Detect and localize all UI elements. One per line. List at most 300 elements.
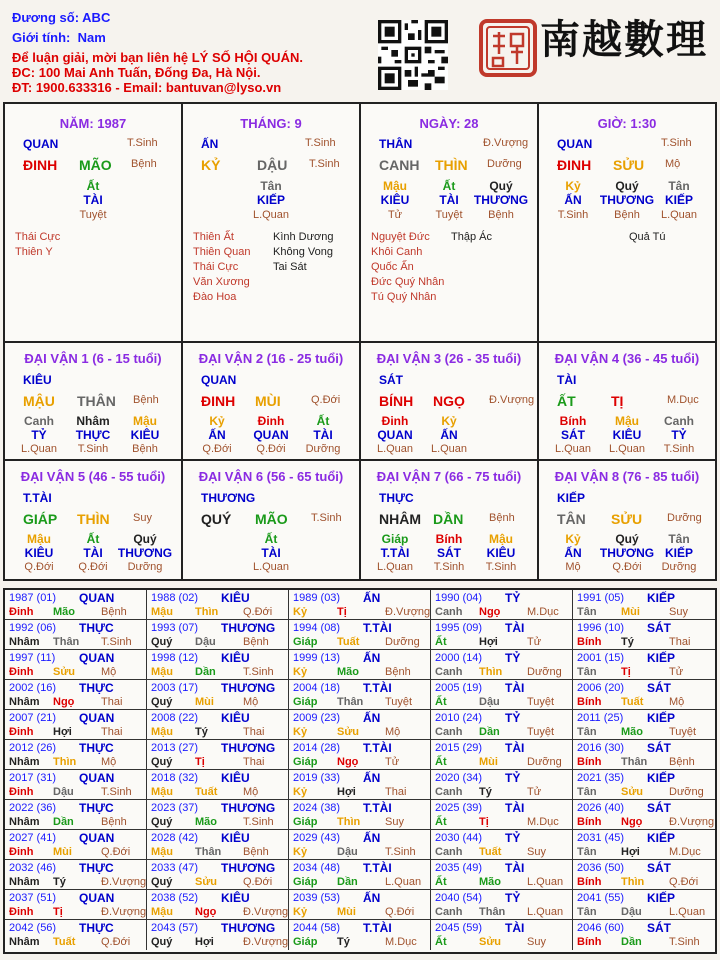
year-rel: Thai (669, 636, 691, 648)
year-star: TỶ (505, 591, 521, 605)
year-rel: Mộ (243, 696, 259, 708)
year-label: 2027 (41) (9, 832, 57, 844)
hidden-stem: Canh (664, 414, 694, 428)
address: ĐC: 100 Mai Anh Tuấn, Đống Đa, Hà Nội. (12, 65, 261, 80)
dai-van-star: KIẾP (557, 491, 586, 505)
year-label: 1990 (04) (435, 592, 483, 604)
hidden-rel: Bệnh (614, 209, 640, 221)
year-star: ẤN (363, 891, 381, 905)
dai-van-rel: Bệnh (489, 512, 515, 524)
hidden-star: TÀI (313, 428, 333, 442)
hidden-stem: Quý (615, 532, 639, 546)
year-star: THỰC (79, 741, 114, 755)
year-stem: Canh (435, 606, 463, 618)
year-stem: Ất (435, 756, 447, 768)
hidden-stem: Ất (442, 179, 456, 193)
dai-van-branch: SỬU (611, 511, 643, 527)
year-cell (289, 740, 431, 770)
year-branch: Sửu (479, 936, 502, 948)
inauspicious-star: Không Vong (273, 246, 333, 258)
phone-email: ĐT: 1900.633316 - Email: bantuvan@lyso.vn (12, 80, 282, 95)
year-label: 1997 (11) (9, 652, 56, 664)
year-stem: Nhâm (9, 936, 40, 948)
year-label: 2038 (52) (151, 892, 199, 904)
year-rel: Đ.Vượng (243, 906, 289, 918)
year-cell (431, 590, 573, 620)
dai-van-branch: THÂN (77, 393, 116, 409)
year-star: TÀI (505, 621, 525, 635)
year-stem: Quý (151, 756, 173, 768)
hidden-star: KIÊU (612, 428, 642, 442)
year-branch: Mùi (337, 906, 356, 918)
year-cell (147, 620, 289, 650)
year-star: KIẾP (647, 711, 676, 725)
year-rel: M.Dục (527, 816, 559, 828)
hidden-rel: Bệnh (488, 209, 514, 221)
hidden-rel: Tuyệt (435, 209, 463, 221)
year-branch: Dần (195, 666, 216, 678)
year-label: 2023 (37) (151, 802, 199, 814)
year-cell (573, 860, 715, 890)
year-star: ẤN (363, 831, 381, 845)
year-label: 2016 (30) (577, 742, 625, 754)
bazi-chart (3, 102, 717, 581)
year-label: 2030 (44) (435, 832, 483, 844)
year-stem: Tân (577, 666, 597, 678)
year-label: 2010 (24) (435, 712, 483, 724)
year-branch: Hợi (621, 846, 640, 858)
auspicious-star: Thiên Y (15, 246, 53, 258)
year-branch: Thìn (195, 606, 219, 618)
year-branch: Dần (53, 816, 74, 828)
year-cell (431, 620, 573, 650)
hidden-stem: Mậu (383, 179, 407, 193)
year-stem: Đinh (9, 846, 34, 858)
year-rel: T.Sinh (243, 666, 274, 678)
year-rel: Tử (527, 636, 542, 648)
year-branch: Ngọ (479, 606, 501, 618)
auspicious-star: Tú Quý Nhân (371, 291, 437, 303)
year-label: 1991 (05) (577, 592, 625, 604)
hidden-rel: Dưỡng (127, 561, 163, 573)
year-branch: Dần (621, 936, 642, 948)
pillar-stem-rel: Đ.Vượng (483, 137, 529, 149)
year-cell (431, 710, 573, 740)
hidden-rel: Q.Đới (612, 561, 642, 573)
year-label: 1989 (03) (293, 592, 341, 604)
year-label: 2045 (59) (435, 922, 483, 934)
year-branch: Mão (479, 876, 501, 888)
year-branch: Thân (479, 906, 506, 918)
year-rel: Tử (385, 756, 400, 768)
year-branch: Tuất (195, 786, 218, 798)
hidden-stem: Bính (435, 532, 463, 546)
year-branch: Dậu (479, 696, 500, 708)
year-rel: Suy (385, 816, 404, 828)
year-cell (289, 650, 431, 680)
inauspicious-star: Tai Sát (273, 261, 307, 273)
dai-van-cell (361, 343, 537, 459)
pillar-cell (5, 104, 181, 341)
year-branch: Mão (53, 606, 75, 618)
hidden-stem: Kỷ (441, 414, 457, 428)
year-cell (5, 590, 147, 620)
year-star: KIẾP (647, 591, 676, 605)
year-stem: Kỷ (293, 846, 308, 858)
year-star: QUAN (79, 591, 115, 605)
hidden-stem: Tân (668, 532, 690, 546)
hidden-star: QUAN (377, 428, 413, 442)
year-rel: Mộ (243, 786, 259, 798)
year-stem: Nhâm (9, 756, 40, 768)
year-rel: L.Quan (385, 876, 422, 888)
year-label: 1996 (10) (577, 622, 625, 634)
year-branch: Tý (479, 786, 492, 798)
hidden-stem: Mậu (489, 532, 513, 546)
dai-van-star: SÁT (379, 373, 403, 387)
year-star: TỶ (505, 771, 521, 785)
year-star: TÀI (505, 741, 525, 755)
dai-van-stem: TÂN (557, 511, 586, 527)
hidden-stem: Quý (615, 179, 639, 193)
year-branch: Thân (195, 846, 222, 858)
year-rel: T.Sinh (243, 816, 274, 828)
auspicious-star: Đào Hoa (193, 291, 237, 303)
auspicious-star: Nguyệt Đức (371, 231, 430, 243)
year-stem: Kỷ (293, 906, 308, 918)
hidden-rel: Q.Đới (24, 561, 54, 573)
hidden-rel: Bệnh (132, 443, 158, 455)
hidden-star: TÀI (83, 193, 103, 207)
year-label: 2013 (27) (151, 742, 199, 754)
year-cell (431, 800, 573, 830)
hidden-rel: T.Sinh (485, 561, 517, 573)
year-star: ẤN (363, 711, 381, 725)
year-branch: Hợi (53, 726, 72, 738)
year-cell (5, 920, 147, 950)
year-rel: Suy (527, 936, 546, 948)
year-cell (431, 680, 573, 710)
year-stem: Giáp (293, 816, 318, 828)
pillar-branch: DẬU (257, 157, 288, 173)
year-branch: Dậu (621, 906, 642, 918)
pillar-star: ẤN (201, 137, 219, 151)
dai-van-rel: M.Dục (667, 394, 699, 406)
qr-code-icon (378, 20, 448, 90)
year-rel: Q.Đới (385, 906, 415, 918)
year-star: TỶ (505, 651, 521, 665)
year-label: 2022 (36) (9, 802, 57, 814)
year-stem: Canh (435, 906, 463, 918)
year-cell (573, 890, 715, 920)
dai-van-stem: NHÂM (379, 511, 421, 527)
year-label: 2018 (32) (151, 772, 199, 784)
pillar-star: QUAN (557, 137, 593, 151)
red-seal-icon (478, 18, 538, 78)
year-label: 2005 (19) (435, 682, 483, 694)
dai-van-rel: Q.Đới (311, 394, 341, 406)
year-label: 2028 (42) (151, 832, 199, 844)
dai-van-branch: MÃO (255, 511, 288, 527)
year-rel: Q.Đới (243, 606, 273, 618)
year-star: KIÊU (221, 711, 250, 725)
year-label: 1994 (08) (293, 622, 341, 634)
year-star: T.TÀI (363, 621, 392, 635)
year-cell (289, 800, 431, 830)
year-branch: Ngọ (195, 906, 217, 918)
year-branch: Thân (53, 636, 80, 648)
year-branch: Dần (479, 726, 500, 738)
year-label: 2021 (35) (577, 772, 625, 784)
year-star: ẤN (363, 771, 381, 785)
year-stem: Tân (577, 906, 597, 918)
year-label: 1987 (01) (9, 592, 57, 604)
year-star: KIẾP (647, 891, 676, 905)
dai-van-branch: NGỌ (433, 393, 465, 409)
year-rel: Tuyệt (527, 696, 555, 708)
pillar-cell (361, 104, 537, 341)
year-star: T.TÀI (363, 681, 392, 695)
year-cell (5, 650, 147, 680)
gender-label: Giới tính: (12, 30, 71, 45)
year-rel: Bệnh (101, 816, 127, 828)
year-rel: L.Quan (669, 906, 706, 918)
year-cell (289, 770, 431, 800)
year-label: 2026 (40) (577, 802, 625, 814)
year-label: 2032 (46) (9, 862, 57, 874)
year-branch: Mùi (53, 846, 72, 858)
year-star: TÀI (505, 801, 525, 815)
year-cell (5, 740, 147, 770)
year-star: T.TÀI (363, 741, 392, 755)
year-stem: Mậu (151, 786, 173, 798)
year-cell (147, 680, 289, 710)
year-cell (5, 830, 147, 860)
year-rel: T.Sinh (385, 846, 416, 858)
year-stem: Nhâm (9, 696, 40, 708)
year-label: 2006 (20) (577, 682, 625, 694)
hidden-star: TÀI (439, 193, 459, 207)
year-branch: Tuất (621, 696, 644, 708)
year-stem: Đinh (9, 726, 34, 738)
hidden-star: THƯƠNG (117, 546, 173, 560)
year-label: 2004 (18) (293, 682, 341, 694)
hidden-stem: Kỷ (209, 414, 225, 428)
pillar-title: NGÀY: 28 (419, 116, 479, 131)
dai-van-branch: THÌN (77, 511, 110, 527)
year-rel: Dưỡng (527, 756, 562, 768)
hidden-star: ẤN (208, 428, 226, 442)
dai-van-rel: Bệnh (133, 394, 159, 406)
year-star: THƯƠNG (221, 801, 276, 815)
year-cell (573, 590, 715, 620)
year-star: KIÊU (221, 831, 250, 845)
year-rel: L.Quan (527, 906, 564, 918)
dai-van-title: ĐẠI VẬN 3 (26 - 35 tuổi) (376, 351, 522, 366)
year-rel: Đ.Vượng (669, 816, 715, 828)
year-branch: Mùi (195, 696, 214, 708)
year-stem: Bính (577, 636, 602, 648)
year-cell (431, 740, 573, 770)
hidden-star: KIẾP (664, 193, 693, 207)
hidden-rel: L.Quan (608, 443, 646, 455)
dai-van-title: ĐẠI VẬN 2 (16 - 25 tuổi) (198, 351, 344, 366)
hidden-stem: Canh (24, 414, 54, 428)
year-label: 2009 (23) (293, 712, 341, 724)
pillar-cell (539, 104, 715, 341)
hidden-rel: T.Sinh (433, 561, 465, 573)
year-stem: Tân (577, 786, 597, 798)
auspicious-star: Đức Quý Nhân (371, 276, 445, 288)
hidden-stem: Nhâm (76, 414, 110, 428)
year-label: 2017 (31) (9, 772, 57, 784)
year-stem: Mậu (151, 606, 173, 618)
year-rel: Thai (385, 786, 407, 798)
year-star: THỰC (79, 681, 114, 695)
year-label: 2043 (57) (151, 922, 199, 934)
dai-van-cell (5, 461, 181, 577)
year-star: SÁT (647, 921, 671, 935)
year-stem: Kỷ (293, 726, 308, 738)
dai-van-cell (183, 343, 359, 459)
inauspicious-star: Thập Ác (451, 231, 492, 243)
year-rel: Bệnh (669, 756, 695, 768)
year-star: T.TÀI (363, 861, 392, 875)
year-branch: Sửu (621, 786, 644, 798)
year-star: KIẾP (647, 831, 676, 845)
year-branch: Thìn (53, 756, 77, 768)
year-branch: Tuất (337, 636, 360, 648)
year-star: KIẾP (647, 651, 676, 665)
year-branch: Tuất (479, 846, 502, 858)
year-cell (431, 920, 573, 950)
dai-van-star: KIÊU (23, 373, 52, 387)
year-cell (289, 710, 431, 740)
year-label: 2029 (43) (293, 832, 341, 844)
year-label: 2000 (14) (435, 652, 483, 664)
year-label: 1992 (06) (9, 622, 57, 634)
pillar-title: NĂM: 1987 (59, 116, 127, 131)
year-branch: Tị (53, 906, 63, 918)
year-label: 1993 (07) (151, 622, 199, 634)
year-cell (147, 860, 289, 890)
year-branch: Tý (195, 726, 208, 738)
hidden-stem: Mậu (133, 414, 157, 428)
year-label: 2020 (34) (435, 772, 483, 784)
year-branch: Dậu (337, 846, 358, 858)
year-stem: Quý (151, 696, 173, 708)
hidden-stem: Mậu (27, 532, 51, 546)
year-rel: T.Sinh (101, 786, 132, 798)
year-rel: Thai (101, 696, 123, 708)
pillar-branch: SỬU (613, 157, 645, 173)
year-rel: Mộ (385, 726, 401, 738)
hidden-stem: Quý (133, 532, 157, 546)
year-cell (289, 680, 431, 710)
dai-van-title: ĐẠI VẬN 6 (56 - 65 tuổi) (198, 469, 344, 484)
year-label: 2035 (49) (435, 862, 483, 874)
year-rel: Thai (243, 726, 265, 738)
year-label: 2003 (17) (151, 682, 199, 694)
year-rel: Q.Đới (101, 936, 131, 948)
year-stem: Giáp (293, 756, 318, 768)
hidden-star: SÁT (437, 546, 461, 560)
year-branch: Mùi (621, 606, 640, 618)
year-label: 2040 (54) (435, 892, 483, 904)
pillar-stem: CANH (379, 157, 420, 173)
year-star: T.TÀI (363, 921, 392, 935)
dai-van-cell (361, 461, 537, 577)
dai-van-title: ĐẠI VẬN 4 (36 - 45 tuổi) (554, 351, 700, 366)
year-stem: Tân (577, 606, 597, 618)
year-branch: Tị (479, 816, 489, 828)
hidden-stem: Bính (559, 414, 587, 428)
year-stem: Giáp (293, 636, 318, 648)
year-branch: Thìn (479, 666, 503, 678)
dai-van-title: ĐẠI VẬN 7 (66 - 75 tuổi) (376, 469, 522, 484)
pillar-branch-rel: T.Sinh (309, 158, 340, 170)
year-rel: Bệnh (385, 666, 411, 678)
year-branch: Dậu (195, 636, 216, 648)
year-branch: Tý (337, 936, 350, 948)
year-cell (147, 590, 289, 620)
hidden-rel: Q.Đới (256, 443, 286, 455)
year-label: 2024 (38) (293, 802, 341, 814)
hidden-rel: Q.Đới (202, 443, 232, 455)
year-branch: Thìn (621, 876, 645, 888)
hidden-star: QUAN (253, 428, 289, 442)
year-rel: M.Dục (385, 936, 417, 948)
year-branch: Thìn (337, 816, 361, 828)
year-star: THƯƠNG (221, 861, 276, 875)
pillar-stem-rel: T.Sinh (127, 137, 158, 149)
year-label: 2037 (51) (9, 892, 57, 904)
year-star: THƯƠNG (221, 621, 276, 635)
hidden-rel: Tuyệt (79, 209, 107, 221)
year-rel: Suy (527, 846, 546, 858)
year-branch: Dậu (53, 786, 74, 798)
year-cell (573, 710, 715, 740)
year-rel: Tuyệt (385, 696, 413, 708)
year-label: 2014 (28) (293, 742, 341, 754)
dai-van-branch: TỊ (611, 393, 624, 409)
year-branch: Ngọ (337, 756, 359, 768)
year-rel: Đ.Vượng (385, 606, 431, 618)
year-label: 2041 (55) (577, 892, 625, 904)
year-stem: Đinh (9, 906, 34, 918)
year-cell (147, 710, 289, 740)
hidden-star: ẤN (440, 428, 458, 442)
year-cell (573, 770, 715, 800)
year-star: THƯƠNG (221, 681, 276, 695)
year-cell (289, 860, 431, 890)
year-label: 2011 (25) (577, 712, 624, 724)
hidden-rel: L.Quan (376, 443, 414, 455)
year-stem: Bính (577, 696, 602, 708)
year-branch: Sửu (195, 876, 218, 888)
year-label: 2044 (58) (293, 922, 341, 934)
year-stem: Giáp (293, 936, 318, 948)
year-stem: Đinh (9, 606, 34, 618)
year-branch: Mão (621, 726, 643, 738)
pillar-title: THÁNG: 9 (240, 116, 302, 131)
year-stem: Quý (151, 636, 173, 648)
dai-van-rel: T.Sinh (311, 512, 342, 524)
hidden-stem: Giáp (381, 532, 409, 546)
hidden-rel: T.Sinh (663, 443, 695, 455)
year-cell (147, 770, 289, 800)
dai-van-title: ĐẠI VẬN 8 (76 - 85 tuổi) (554, 469, 700, 484)
